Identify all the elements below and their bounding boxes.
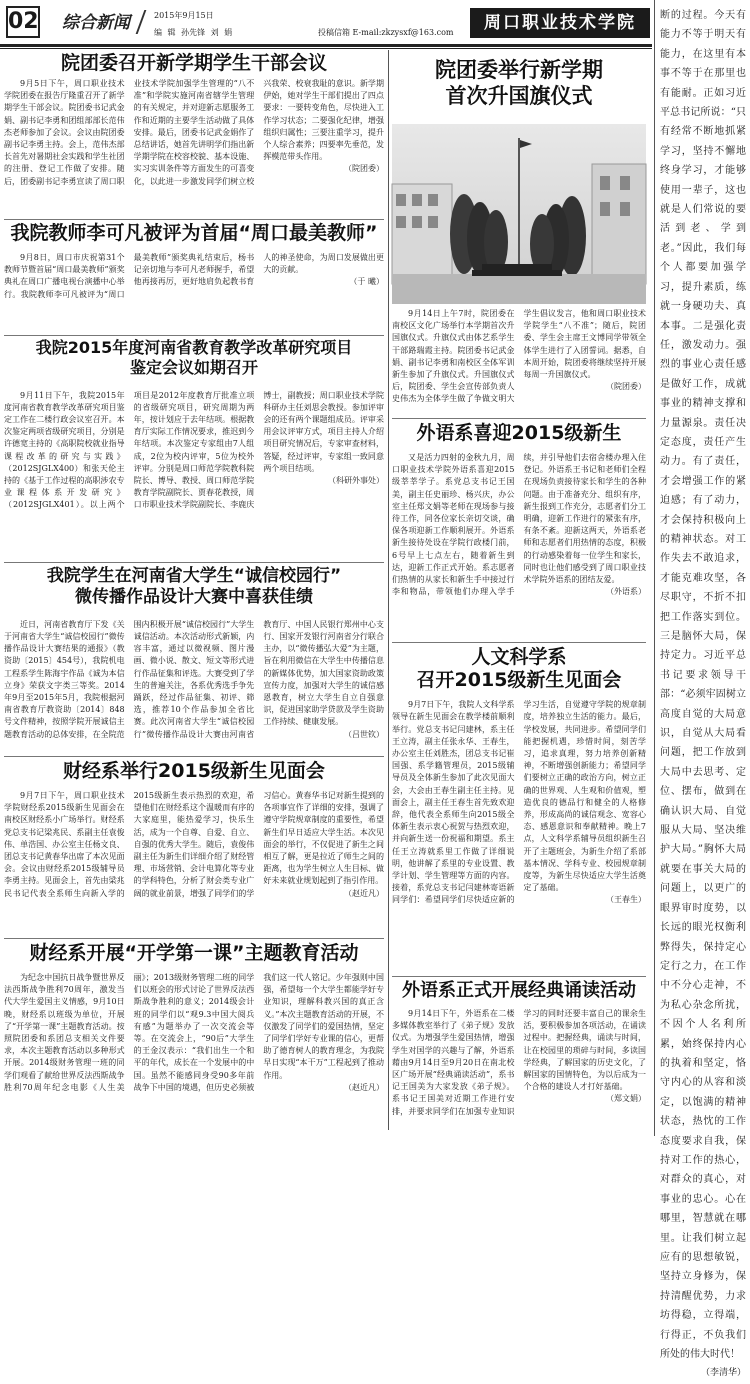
header-divider bbox=[136, 10, 147, 34]
article-youth-league-meeting bbox=[4, 52, 384, 218]
article-divider bbox=[392, 976, 646, 977]
article-integrity-contest bbox=[4, 566, 384, 754]
article-divider bbox=[4, 335, 384, 336]
school-name: 周口职业技术学院 bbox=[470, 8, 650, 38]
submission-email: 投稿信箱 E-mail:zkzysxf@163.com bbox=[318, 28, 454, 37]
flag-ceremony-photo bbox=[392, 124, 646, 304]
article-body: 为纪念中国抗日战争暨世界反法西斯战争胜利70周年，激发当代大学生爱国主义情感，9月10日晚，财经系以班级为单位，开展了“开学第一课”主题教育活动。按照院团委和系团总支相关文件要求，本次主题教育活动以多种形式开展。2014级财务管理一班的同学们观看了献给世界反法西斯战争胜利70周年纪念电影《人生美丽》；2013级财务管理二班的同学们以班会的形式讨论了世界反法西斯战争胜利的意义；2014级会计班的同学们以“观9.3中国大阅兵有感”为题举办了一次交流会等等。在交流会上，“90后”大学生的王金汉表示：“我们出生一个和平的年代，成长在一个发展中的中国。虽然不能感同身受90多年前战争下中国的境遇，但历史必须被我们这一代人铭记。少年强则中国强，希望每一个大学生都能学好专业知识，理解科教兴国的真正含义。”本次主题教育活动的开展，不仅激发了同学们的爱国热情，坚定了同学们学好专业课的信心，更帮助了德育树人的教育理念，为我院早日实现“本干万”工程起到了推动作用。 （赵近凡） bbox=[4, 973, 384, 1092]
headline: 财经系开展“开学第一课”主题教育活动 bbox=[29, 942, 359, 964]
article-body: 9月14日下午，外语系在二楼多媒体教室举行了《弟子规》发放仪式。为增强学生爱国热情，增强学生对国学的兴趣与了解，外语系藉由9月14日至9月20日在南北校区广场开展“经典诵读活动”，系书记王国美为大家发放《弟子规》。系书记王国美对近期工作进行安排，并要求同学们在加强专业知识学习的同时还要丰富自己的课余生活，要积极参加各项活动，在诵读过程中。把握经典，诵读与时间，让在校园里的琐碎与时间，多读国学经典，了解国家的历史文化，了解国家的国情特色，为以后成为一个合格的建设人才打好基础。 （郑文娟） bbox=[392, 1009, 646, 1116]
masthead bbox=[0, 0, 750, 44]
page-number: 02 bbox=[6, 6, 40, 38]
article-body: 9月8日，周口市庆祝第31个教师节暨首届“周口最美教师”颁奖典礼在周口广播电视台演播中心举行。我院教师李可凡被评为“周口最美教师”颁奖典礼结束后，杨书记亲切地与李可凡老师握手，希望他再接再厉，更好地肩负起教书育人的神圣使命，为周口发展做出更大的贡献。 （于 曦） bbox=[4, 253, 384, 299]
essay-body: 断的过程。今天有能力不等于明天有能力，在这里有本事不等于在那里也有能耐。正如习近平总书记所说：“只有经常不断地抓紧学习，坚持不懈地终身学习，才能够使用一辈子，这也就是人们常说的要活到老、学到老。”因此，我们每个人都要加强学习，提升素质，练就一身硬功夫、真本事。二是强化责任，激发动力。强烈的事业心责任感是做好工作，成就事业的精神支撑和力量源泉。责任决定态度，责任产生动力。有了责任，才会增强工作的紧迫感；有了动力，才会保持积极向上的精神状态。对工作失去不敢追求，才能克难攻坚，各尽职守，不折不扣把工作落实到位。三是脑怀大局，保持定力。习近平总书记要求领导干部：“必须牢固树立高度自觉的大局意识，自觉从大局看问题，把工作放到大局中去思考、定位、摆布，做到在确认识大局、自觉服从大局、坚决维护大局。”胸怀大局就要在事关大局的问题上，以更广的眼界审时度势，以长远的眼光权衡利弊得失，保持定心定行之力，在工作中不分心走神，不为私心杂念所扰，不因个人名利所累，始终保持内心的执着和坚定，恪守内心的从容和淡定，以饱满的精神状态，热忱的工作态度要求自我，保持对工作的热心，对群众的真心，对事业的忠心。心在哪里，智慧就在哪里。让我们树立起应有的思想敏锐，坚持立身修为，保持清醒优势，力求坊得稳，立得端，行得正，不负我们所处的伟大时代！ （李清华） bbox=[660, 10, 746, 1379]
article-foreign-lang-freshmen bbox=[392, 422, 646, 640]
article-divider bbox=[392, 418, 646, 419]
article-flag-ceremony-title bbox=[392, 52, 646, 124]
article-divider bbox=[4, 756, 384, 757]
headline-line2: 微传播作品设计大赛中喜获佳绩 bbox=[75, 586, 313, 607]
article-divider bbox=[4, 219, 384, 220]
article-divider bbox=[4, 562, 384, 563]
section-title: 综合新闻 bbox=[62, 13, 130, 33]
article-body: 9月7日下午，周口职业技术学院财经系2015级新生见面会在南校区财经系小广场举行。财经系党总支书记梁兆民、系副主任袁俊伟、单浩国、办公室主任杨文良、团总支书记黄春华出席了本次见面会。会议由财经系2015级辅导员李勇主持。见面会上，首先由梁兆民书记代表全系师生向新入学的2015级新生表示热烈的欢迎，希望他们在财经系这个温暖而有序的大家庭里，能热爱学习，快乐生活，成为一个自尊、自爱、自立、自强的优秀大学生。随后，袁俊伟副主任为新生们详细介绍了财经管理、市场营销、会计电算化等专业的学科特色，分析了财会类专业广阔的就业前景，增强了同学们的学习信心。黄春华书记对新生提到的各项事宜作了详细的安排，强调了遵守学院规章制度的重要性，希望新生们早日适应大学生活。本次见面会的举行，不仅促进了新生之间相互了解，更是拉近了师生之间的距离，也为学生树立人生目标、做好未来就业规划起到了指引作用。 （赵近凡） bbox=[4, 791, 384, 898]
headline-line2: 鉴定会议如期召开 bbox=[129, 357, 258, 377]
article-divider bbox=[392, 642, 646, 643]
article-teaching-reform bbox=[4, 338, 384, 560]
article-body: 又是活力四射的金秋九月，周口职业技术学院外语系喜迎2015级莘莘学子。系党总支书记王国美，副主任史丽珍、杨兴庆，办公室主任郑文娟等老师在现场参与接待工作，同各位家长亲切交谈，确保各项迎新工作顺利展开。外语系新生接待处设在学院行政楼门前，6号早上七点左右，随着新生到达，迎新工作正式开始。系志愿者们热情的从家长和新生手中接过行李和物品，带领他们办理入学手续，并引导他们去宿舍楼办理入住登记。外语系王书记和老师们全程在现场负责接待家长和学生的各种问题。由于准备充分、组织有序，新生报到工作充分，志愿者们分工明确，迎新工作进行的紧张有序，有条不紊。迎新这两天，外语系老师和志愿者们用热情的态度，积极的行动感染着每一位学生和家长，同时也让他们感受到了周口职业技术学院外语系的团结友爱。 （外语系） bbox=[392, 453, 646, 597]
header-rule bbox=[0, 44, 652, 47]
article-flag-ceremony bbox=[392, 308, 646, 416]
essay-column bbox=[660, 6, 746, 1379]
article-body: 近日，河南省教育厅下发《关于河南省大学生“诚信校园行”微传播作品设计大赛结果的通报》（教资助〔2015〕454号），我院机电工程系学生陈海宇作品《诚为本信立身》荣获文字类三等奖。2014年9月至2015年5月，我院根据河南省教育厅教资助〔2014〕848号文件精神，按照学院开展诚信主题教育活动的总体安排，在全院范围内积极开展“诚信校园行”大学生诚信活动。本次活动形式新颖，内容丰富，通过以微视频、图片漫画、微小说、散文、短文等形式进行作品征集和评选。大赛受到了学生的普遍关注，各系优秀选手争先踊跃，经过作品征集、初评、筛选，推荐10个作品参加全省比赛。此次河南省大学生“诚信校园行”微传播作品设计大赛由河南省教育厅、中国人民银行郑州中心支行、国家开发银行河南省分行联合主办，以“微传播弘大爱”为主题，旨在利用微信在大学生中传播信息的新媒体优势，加大国家资助政策宣传力度，加强对大学生的诚信感恩教育，树立大学生自立自强意识，促进国家助学贷款及学生资助工作持续、健康发展。 （吕世钦） bbox=[4, 619, 384, 739]
column-divider bbox=[654, 0, 655, 1136]
headline: 院团委召开新学期学生干部会议 bbox=[60, 52, 327, 74]
headline: 我院学生在河南省大学生“诚信校园行” bbox=[46, 566, 342, 586]
headline: 人文科学系 bbox=[471, 646, 567, 668]
headline: 财经系举行2015级新生见面会 bbox=[63, 760, 325, 782]
article-humanities-freshmen bbox=[392, 646, 646, 974]
article-classics-reading bbox=[392, 980, 646, 1128]
issue-date: 2015年9月15日 bbox=[154, 11, 214, 20]
photo-illustration bbox=[392, 124, 646, 304]
column-divider bbox=[388, 50, 389, 1130]
headline-line2: 召开2015级新生见面会 bbox=[416, 669, 622, 692]
article-body: 9月11日下午，我院2015年度河南省教育教学改革研究项目鉴定工作在二楼行政会议室召开。本次鉴定两项省级研究项目，分别是许德宽主持的《高职院校就业指导课程改革的研究与实践》（2012SJGLX400）和张天伦主持的《基于工作过程的高职涉农专业课程体系开发研究》（2012SJGLX401）。以上两个项目是2012年度教育厅批准立项的省级研究项目，研究周期为两年，按计划应于去年结项。根据教育厅实际工作情况要求，推迟到今年结项。本次鉴定专家组由7人组成，2位为校内评审，5位为校外评审。分别是周口师范学院教科院院长、博导、教授、周口师范学院教育学院副院长、贾春花教授，周口市职业技术学院副院长、李鹿庆博士，副教授；周口职业技术学院科研办主任刘思会教授。参加评审会的还有两个课题组成员。评审采用会议评审方式，项目主持人介绍项目研究情况后，专家审查材料，答疑，经过评审，专家组一致同意两个项目结项。 （科研外事处） bbox=[4, 390, 384, 510]
headline: 院团委举行新学期 bbox=[435, 58, 603, 82]
headline: 我院2015年度河南省教育教学改革研究项目 bbox=[35, 338, 353, 357]
headline: 外语系正式开展经典诵读活动 bbox=[402, 980, 636, 1001]
article-finance-freshmen bbox=[4, 760, 384, 936]
article-best-teacher bbox=[4, 222, 384, 334]
header-rule-thin bbox=[0, 48, 652, 49]
article-body: 9月7日下午，我院人文科学系领导在新生见面会在教学楼前顺利举行。党总支书记闫建林，系主任王立涛，副主任张永华、王春生，办公室主任刘胜杰，团总支书记崔国强、系学籍管理员，2015级辅导员及全体新生参加了此次见面大会，大会由王春生副主任主持。见面会上，副主任王春生首先致欢迎辞，他代表全系师生向2015级全体新生表示衷心祝贺与热烈欢迎，并向新生送一份祝福和期望。系主任王立涛就系里工作做了详细说明，他讲解了系里的专业设置、教学计划、学生管理等方面的内容。接着，系党总支书记闫建林寄语新同学们：希望同学们尽快适应新的学习生活，自觉遵守学院的规章制度，培养独立生活的能力。最后，学校发展，共同进步。希望同学们能把握机遇，珍惜时间，刻苦学习，追求真理，努力培养创新精神，不断增强创新能力；希望同学们要树立正确的政治方向，树立正确的世界观、人生观和价值观，塑造优良的德品行和健全的人格修养，形成高尚的诚信观念、宽容心态、感恩意识和奉献精神。晚上7点，人文科学系辅导员组织新生召开了主题班会，为新生介绍了系部基本情况、学科专业、校园规章制度等，为新生尽快适应大学生活奠定了基础。 （王春生） bbox=[392, 700, 646, 905]
editors: 编 辑 孙先锋 刘 娟 bbox=[154, 28, 233, 37]
article-divider bbox=[4, 938, 384, 939]
headline: 我院教师李可凡被评为首届“周口最美教师” bbox=[10, 222, 378, 244]
article-body: 9月5日下午，周口职业技术学院团委在报告厅隆重召开了新学期学生干部会议。院团委书记武金娟、副书记李勇和团组部部长范伟杰老师参加了会议。会议由院团委副书记李勇主持。会上，范伟杰部长首先对暑期社会实践和学生社团的注册、登记工作做了安排。随后，团委副书记李勇宣读了周口职业技术学院加强学生管理的“八不准”和学院实施河南省辖学生管理的有关规定，并对迎新志愿服务工作和近期的主要学生活动做了具体安排。最后，团委书记武金娟作了总结讲话，她首先讲明学们指出新学期学院在校容校貌、基本设施、实习实训条件等方面发生的可喜变化，以此进一步激发同学们树立校兴我荣、校衰我耻的意识。新学期伊始，她对学生干部们提出了四点要求：一要转变角色，尽快进入工作学习状态；二要强化纪律，增强组织归属性；三要注重学习，提升个人综合素养；四要率先垂范，发挥模范带头作用。 （院团委） bbox=[4, 79, 384, 186]
headline: 外语系喜迎2015级新生 bbox=[416, 422, 622, 444]
article-first-lesson bbox=[4, 942, 384, 1128]
article-body: 9月14日上午7时，院团委在南校区文化广场举行本学期首次升国旗仪式。升旗仪式由体艺系学生干部路瑞霞主持。院团委书记武金娟、副书记李勇和南校区全体军训新生参加了升旗仪式。升国旗仪式后，院团委、学生会宣传部负责人史伟杰为全体学生做了争做文明大学生倡议发言，他和周口职业技术学院学生“八不准”；随后，院团委、学生会主席王文博同学带领全体学生进行了入团誓词。据悉，自本周开始，院团委将继续坚持开展每周一升国旗仪式。 （院团委） bbox=[392, 309, 646, 404]
headline-line2: 首次升国旗仪式 bbox=[445, 83, 593, 108]
